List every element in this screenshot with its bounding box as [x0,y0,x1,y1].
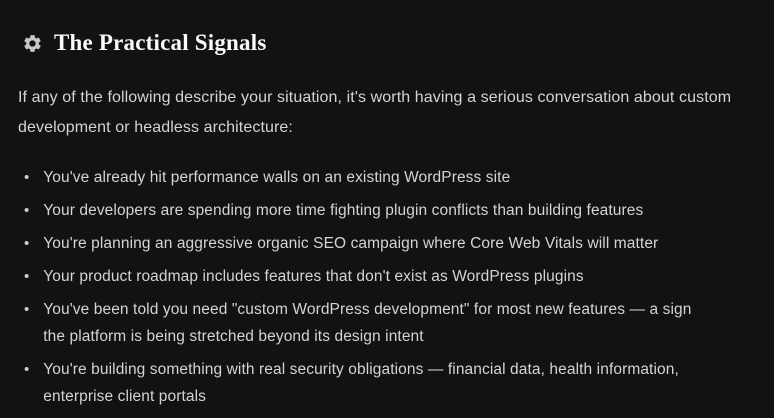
bullet-icon: • [24,361,30,379]
list-item-text: You're building something with real security obligations — financial data, health information, enterprise client portals [43,361,679,406]
list-item-text: You've been told you need "custom WordPress development" for most new features — a sign the platform is being stretched beyond its design intent [43,301,692,346]
list-item [24,356,756,410]
bullet-icon: • [24,235,30,253]
bullet-icon: • [24,301,30,319]
list-item [24,230,756,257]
intro-text: If any of the following describe your situation, it's worth having a serious conversation about custom development or headless architecture: [18,89,732,137]
list-item [24,164,756,191]
bullet-icon: • [24,169,30,187]
bullet-icon: • [24,268,30,286]
list-item [24,197,756,224]
signals-list [18,164,756,410]
page-title: The Practical Signals [54,30,267,55]
list-item [24,296,756,350]
list-item-text: You've already hit performance walls on an existing WordPress site [43,169,511,187]
list-item [24,263,756,290]
gear-icon [22,33,43,54]
section-heading-row [22,30,756,56]
list-item-text: Your product roadmap includes features that don't exist as WordPress plugins [43,268,584,286]
list-item-text: You're planning an aggressive organic SEO campaign where Core Web Vitals will matter [43,235,659,253]
bullet-icon: • [24,202,30,220]
list-item-text: Your developers are spending more time fighting plugin conflicts than building features [43,202,644,220]
